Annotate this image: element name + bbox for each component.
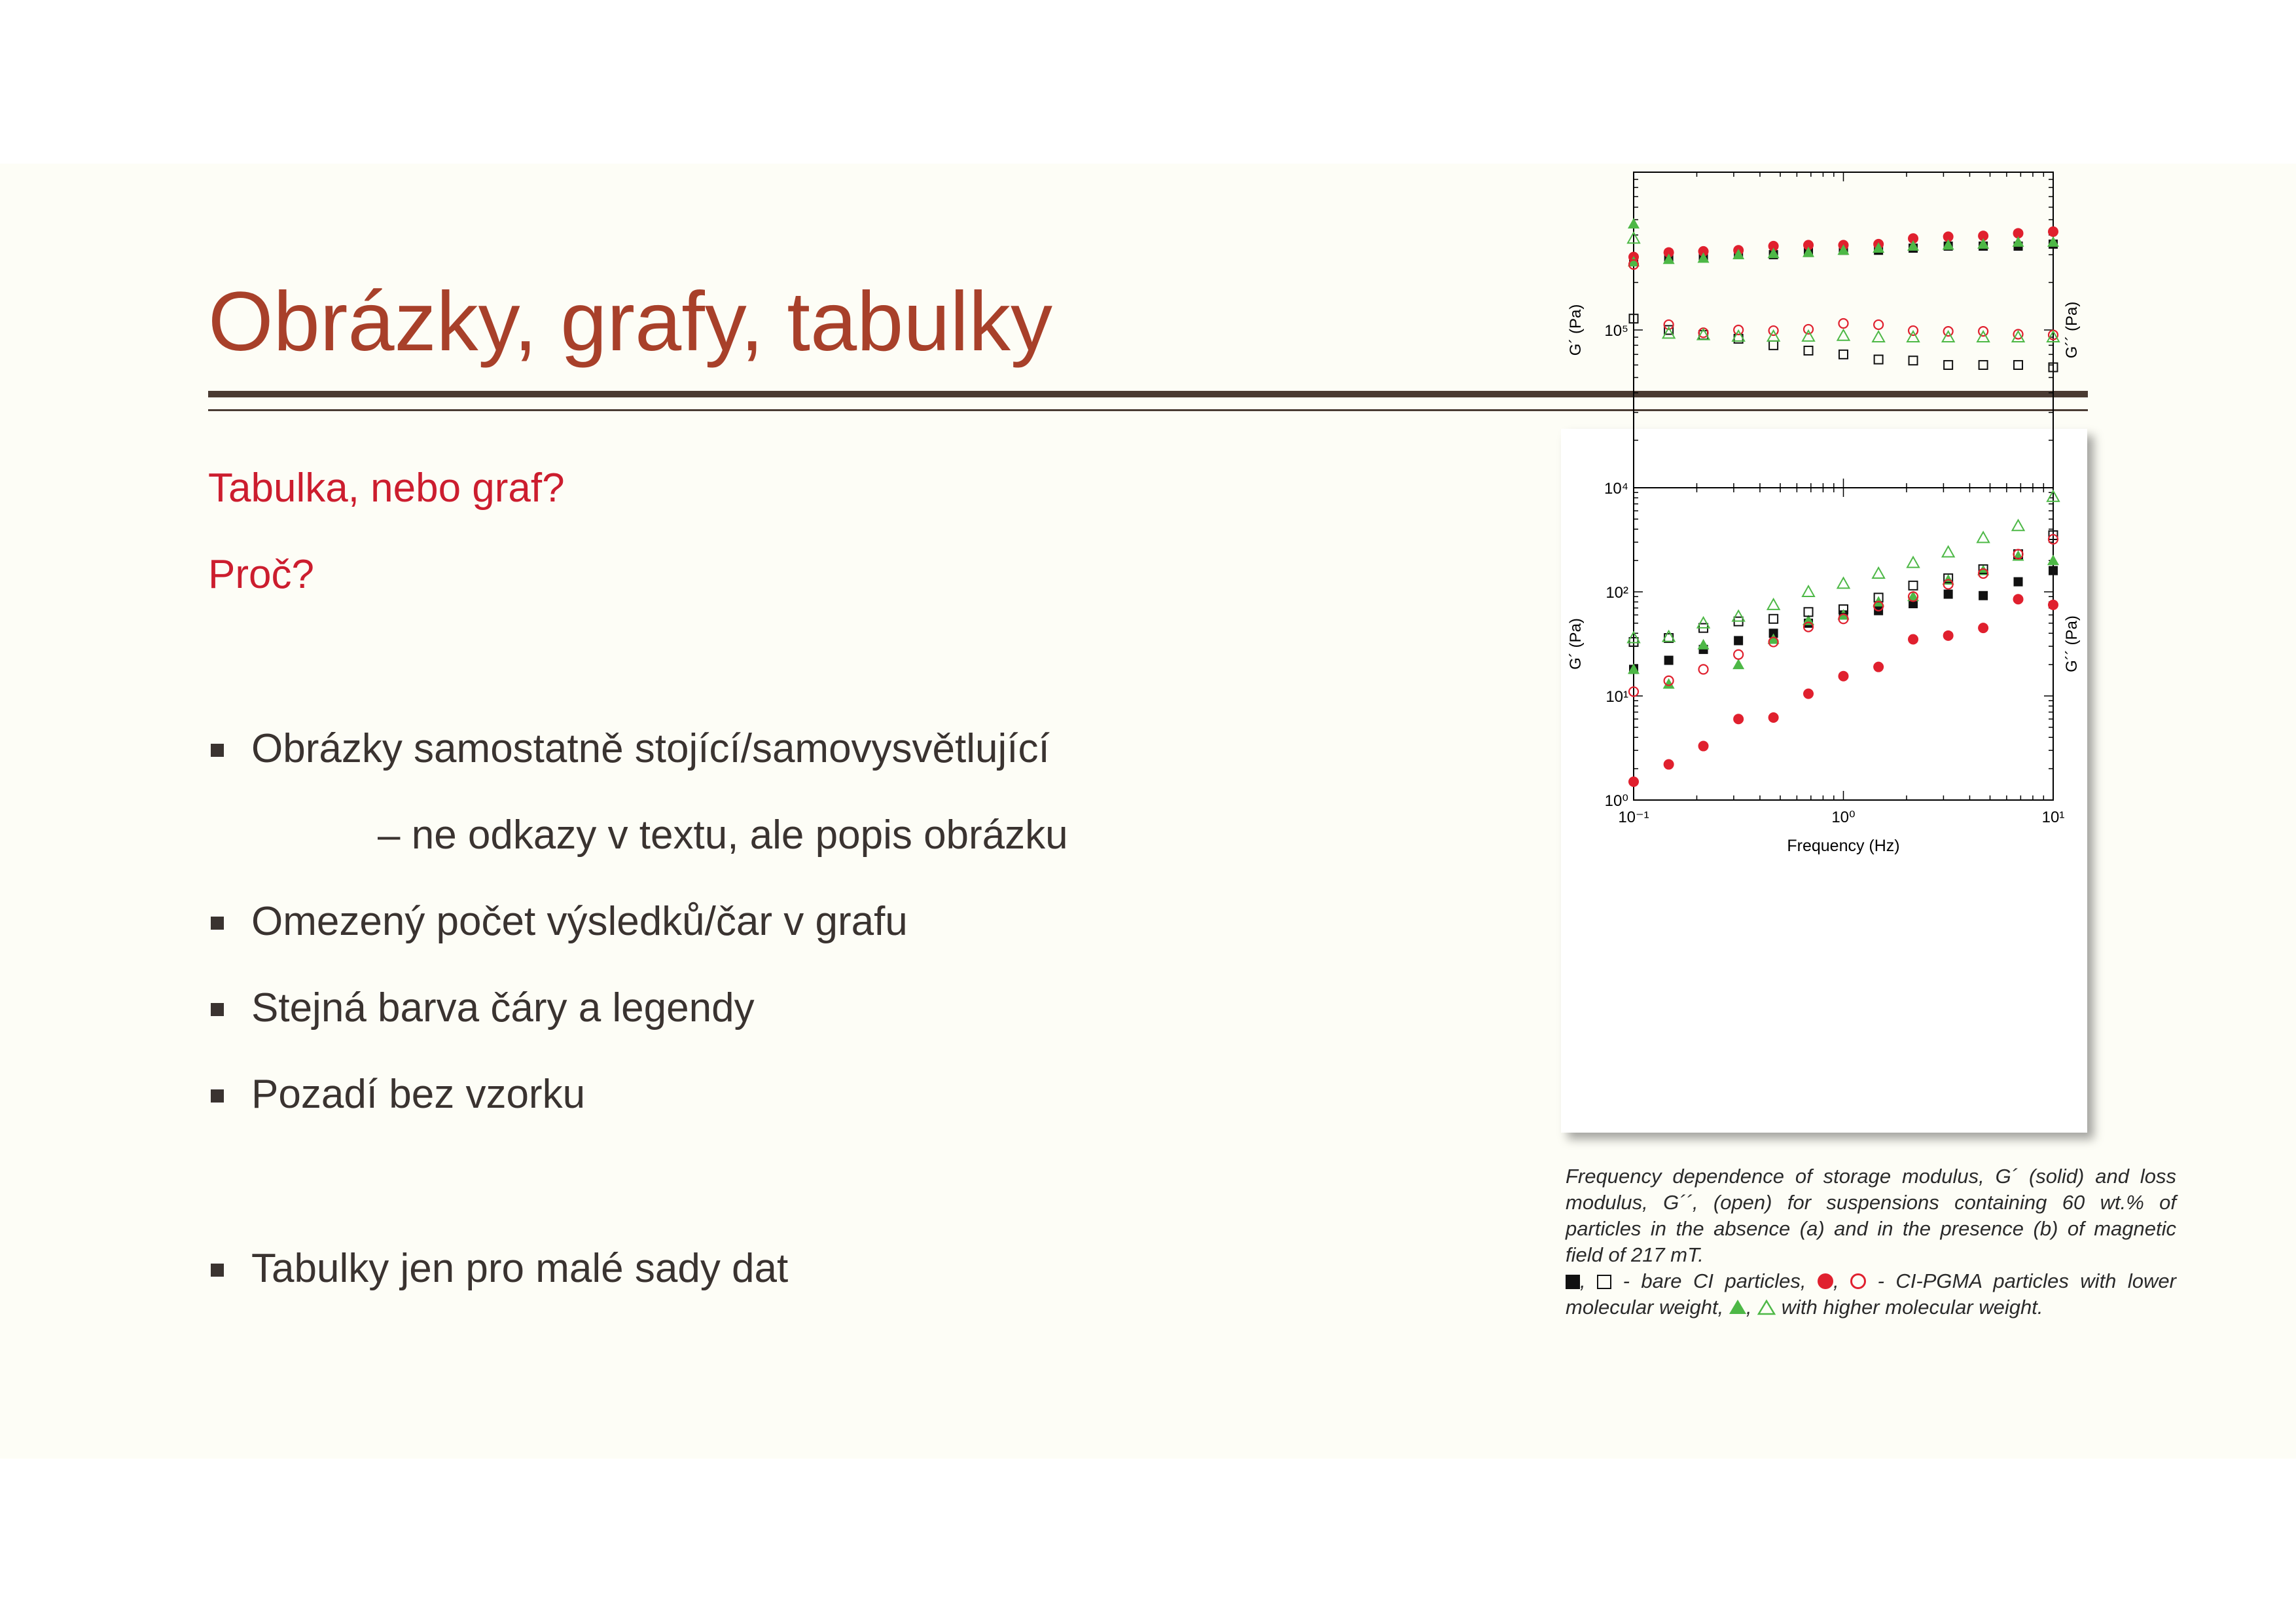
data-point-triangle-open: [1977, 532, 1989, 543]
data-point-square-filled: [1664, 656, 1674, 665]
data-point-square-filled: [2049, 566, 2058, 575]
data-point-circle-filled: [1803, 689, 1814, 699]
x-tick-label: 10⁰: [1831, 809, 1856, 826]
data-point-circle-filled: [1839, 671, 1849, 682]
data-point-triangle-open: [1838, 577, 1850, 588]
x-tick-label: 10⁻¹: [1618, 809, 1649, 826]
data-point-circle-open: [1734, 650, 1743, 659]
data-point-circle-filled: [1664, 759, 1674, 770]
legend-pgma-lower: - CI-PGMA particles with lower molecular weight,: [1566, 1269, 2176, 1319]
legend-square-open-icon: [1597, 1275, 1611, 1289]
y-tick-label: 10¹: [1605, 688, 1628, 706]
data-point-square-open: [1909, 356, 1918, 365]
bullet-marker: [211, 917, 224, 930]
data-point-circle-filled: [2048, 600, 2058, 610]
legend-triangle-filled-icon: [1729, 1300, 1746, 1314]
y-tick-label: 10⁵: [1604, 322, 1628, 340]
data-point-circle-filled: [1768, 712, 1779, 723]
figure-caption: Frequency dependence of storage modulus, G´ (solid) and loss modulus, G´´, (open) for suspensions containing 60 wt.% of particles in the absence (a) and in the presence (b) of magnetic field of 217 mT.: [1566, 1165, 2176, 1266]
figure-legend-text: , - bare CI particles, , - CI-PGMA particles with lower molecular weight, , with higher molecular weight.: [1566, 1269, 2176, 1319]
y-axis-label: G´ (Pa): [1567, 304, 1585, 356]
data-point-square-open: [1804, 346, 1813, 355]
data-point-square-open: [2014, 361, 2022, 369]
data-point-triangle-open: [1907, 557, 1919, 568]
y-axis-label-right: G´´ (Pa): [2063, 301, 2081, 359]
legend-bare-ci: - bare CI particles,: [1623, 1269, 1806, 1292]
data-point-triangle-open: [1803, 586, 1814, 596]
data-point-circle-filled: [1873, 662, 1884, 672]
title-rule-thick: [208, 391, 2088, 397]
data-point-square-open: [1979, 361, 1988, 369]
data-point-circle-filled: [1978, 623, 1988, 633]
y-axis-label: G´ (Pa): [1567, 618, 1585, 670]
bullet-same-color: Stejná barva čáry a legendy: [251, 985, 755, 1030]
legend-circle-open-icon: [1850, 1273, 1866, 1289]
bullet-self-explanatory: Obrázky samostatně stojící/samovysvětlující: [251, 726, 1050, 771]
y-tick-label: 10⁰: [1604, 792, 1628, 810]
legend-circle-filled-icon: [1818, 1273, 1833, 1289]
bullet-plain-background: Pozadí bez vzorku: [251, 1072, 586, 1117]
slide: [0, 164, 2296, 1459]
legend-square-filled-icon: [1566, 1275, 1580, 1289]
data-point-triangle-open: [1943, 547, 1954, 557]
bullet-tables-small-data: Tabulky jen pro malé sady dat: [251, 1246, 789, 1291]
bullet-sub-description: – ne odkazy v textu, ale popis obrázku: [378, 812, 1068, 858]
data-point-triangle-open: [1873, 331, 1884, 342]
figure-panel: [1561, 301, 2087, 1133]
data-point-triangle-filled: [2047, 555, 2059, 565]
y-axis-label-right: G´´ (Pa): [2063, 615, 2081, 672]
data-point-circle-open: [1839, 319, 1848, 328]
data-point-square-filled: [1979, 591, 1988, 600]
data-point-circle-filled: [1698, 741, 1709, 752]
data-point-circle-filled: [2048, 227, 2058, 237]
data-point-square-filled: [1734, 636, 1743, 645]
data-point-circle-open: [1874, 320, 1883, 329]
bullet-marker: [211, 744, 224, 757]
question-why: Proč?: [208, 552, 314, 597]
data-point-triangle-filled: [1698, 639, 1710, 649]
data-point-triangle-open: [1873, 568, 1884, 578]
y-tick-label: 10²: [1605, 584, 1628, 602]
x-axis-label: Frequency (Hz): [1787, 837, 1900, 855]
data-point-square-filled: [1944, 590, 1953, 599]
title-rule-thin: [208, 409, 2088, 411]
y-tick-label: 10⁴: [1604, 480, 1628, 498]
data-point-circle-filled: [1943, 630, 1954, 641]
bullet-marker: [211, 1264, 224, 1277]
plot-frame: [1634, 488, 2053, 800]
data-point-square-open: [1944, 361, 1952, 369]
bullet-marker: [211, 1003, 224, 1016]
data-point-circle-filled: [2013, 594, 2024, 604]
data-point-square-open: [1839, 350, 1848, 359]
bullet-marker: [211, 1089, 224, 1103]
data-point-triangle-open: [1838, 330, 1850, 340]
data-point-square-filled: [2014, 577, 2023, 587]
question-table-or-chart: Tabulka, nebo graf?: [208, 465, 565, 511]
slide-title: Obrázky, grafy, tabulky: [208, 275, 1052, 369]
data-point-square-open: [1909, 581, 1918, 590]
data-point-circle-filled: [1733, 714, 1744, 724]
data-point-circle-open: [1699, 665, 1708, 674]
x-tick-label: 10¹: [2041, 809, 2065, 826]
data-point-circle-filled: [1908, 634, 1918, 644]
legend-pgma-higher: with higher molecular weight.: [1781, 1296, 2043, 1319]
data-point-circle-filled: [1628, 776, 1639, 787]
bullet-limited-lines: Omezený počet výsledků/čar v grafu: [251, 899, 908, 944]
rheology-chart: [1561, 301, 2087, 1133]
data-point-square-open: [1769, 341, 1778, 350]
data-point-square-open: [1769, 615, 1778, 623]
data-point-triangle-open: [1768, 599, 1780, 610]
data-point-triangle-filled: [1732, 659, 1744, 669]
data-point-triangle-open: [2013, 520, 2024, 530]
data-point-square-open: [1874, 356, 1883, 364]
legend-triangle-open-icon: [1757, 1300, 1776, 1315]
